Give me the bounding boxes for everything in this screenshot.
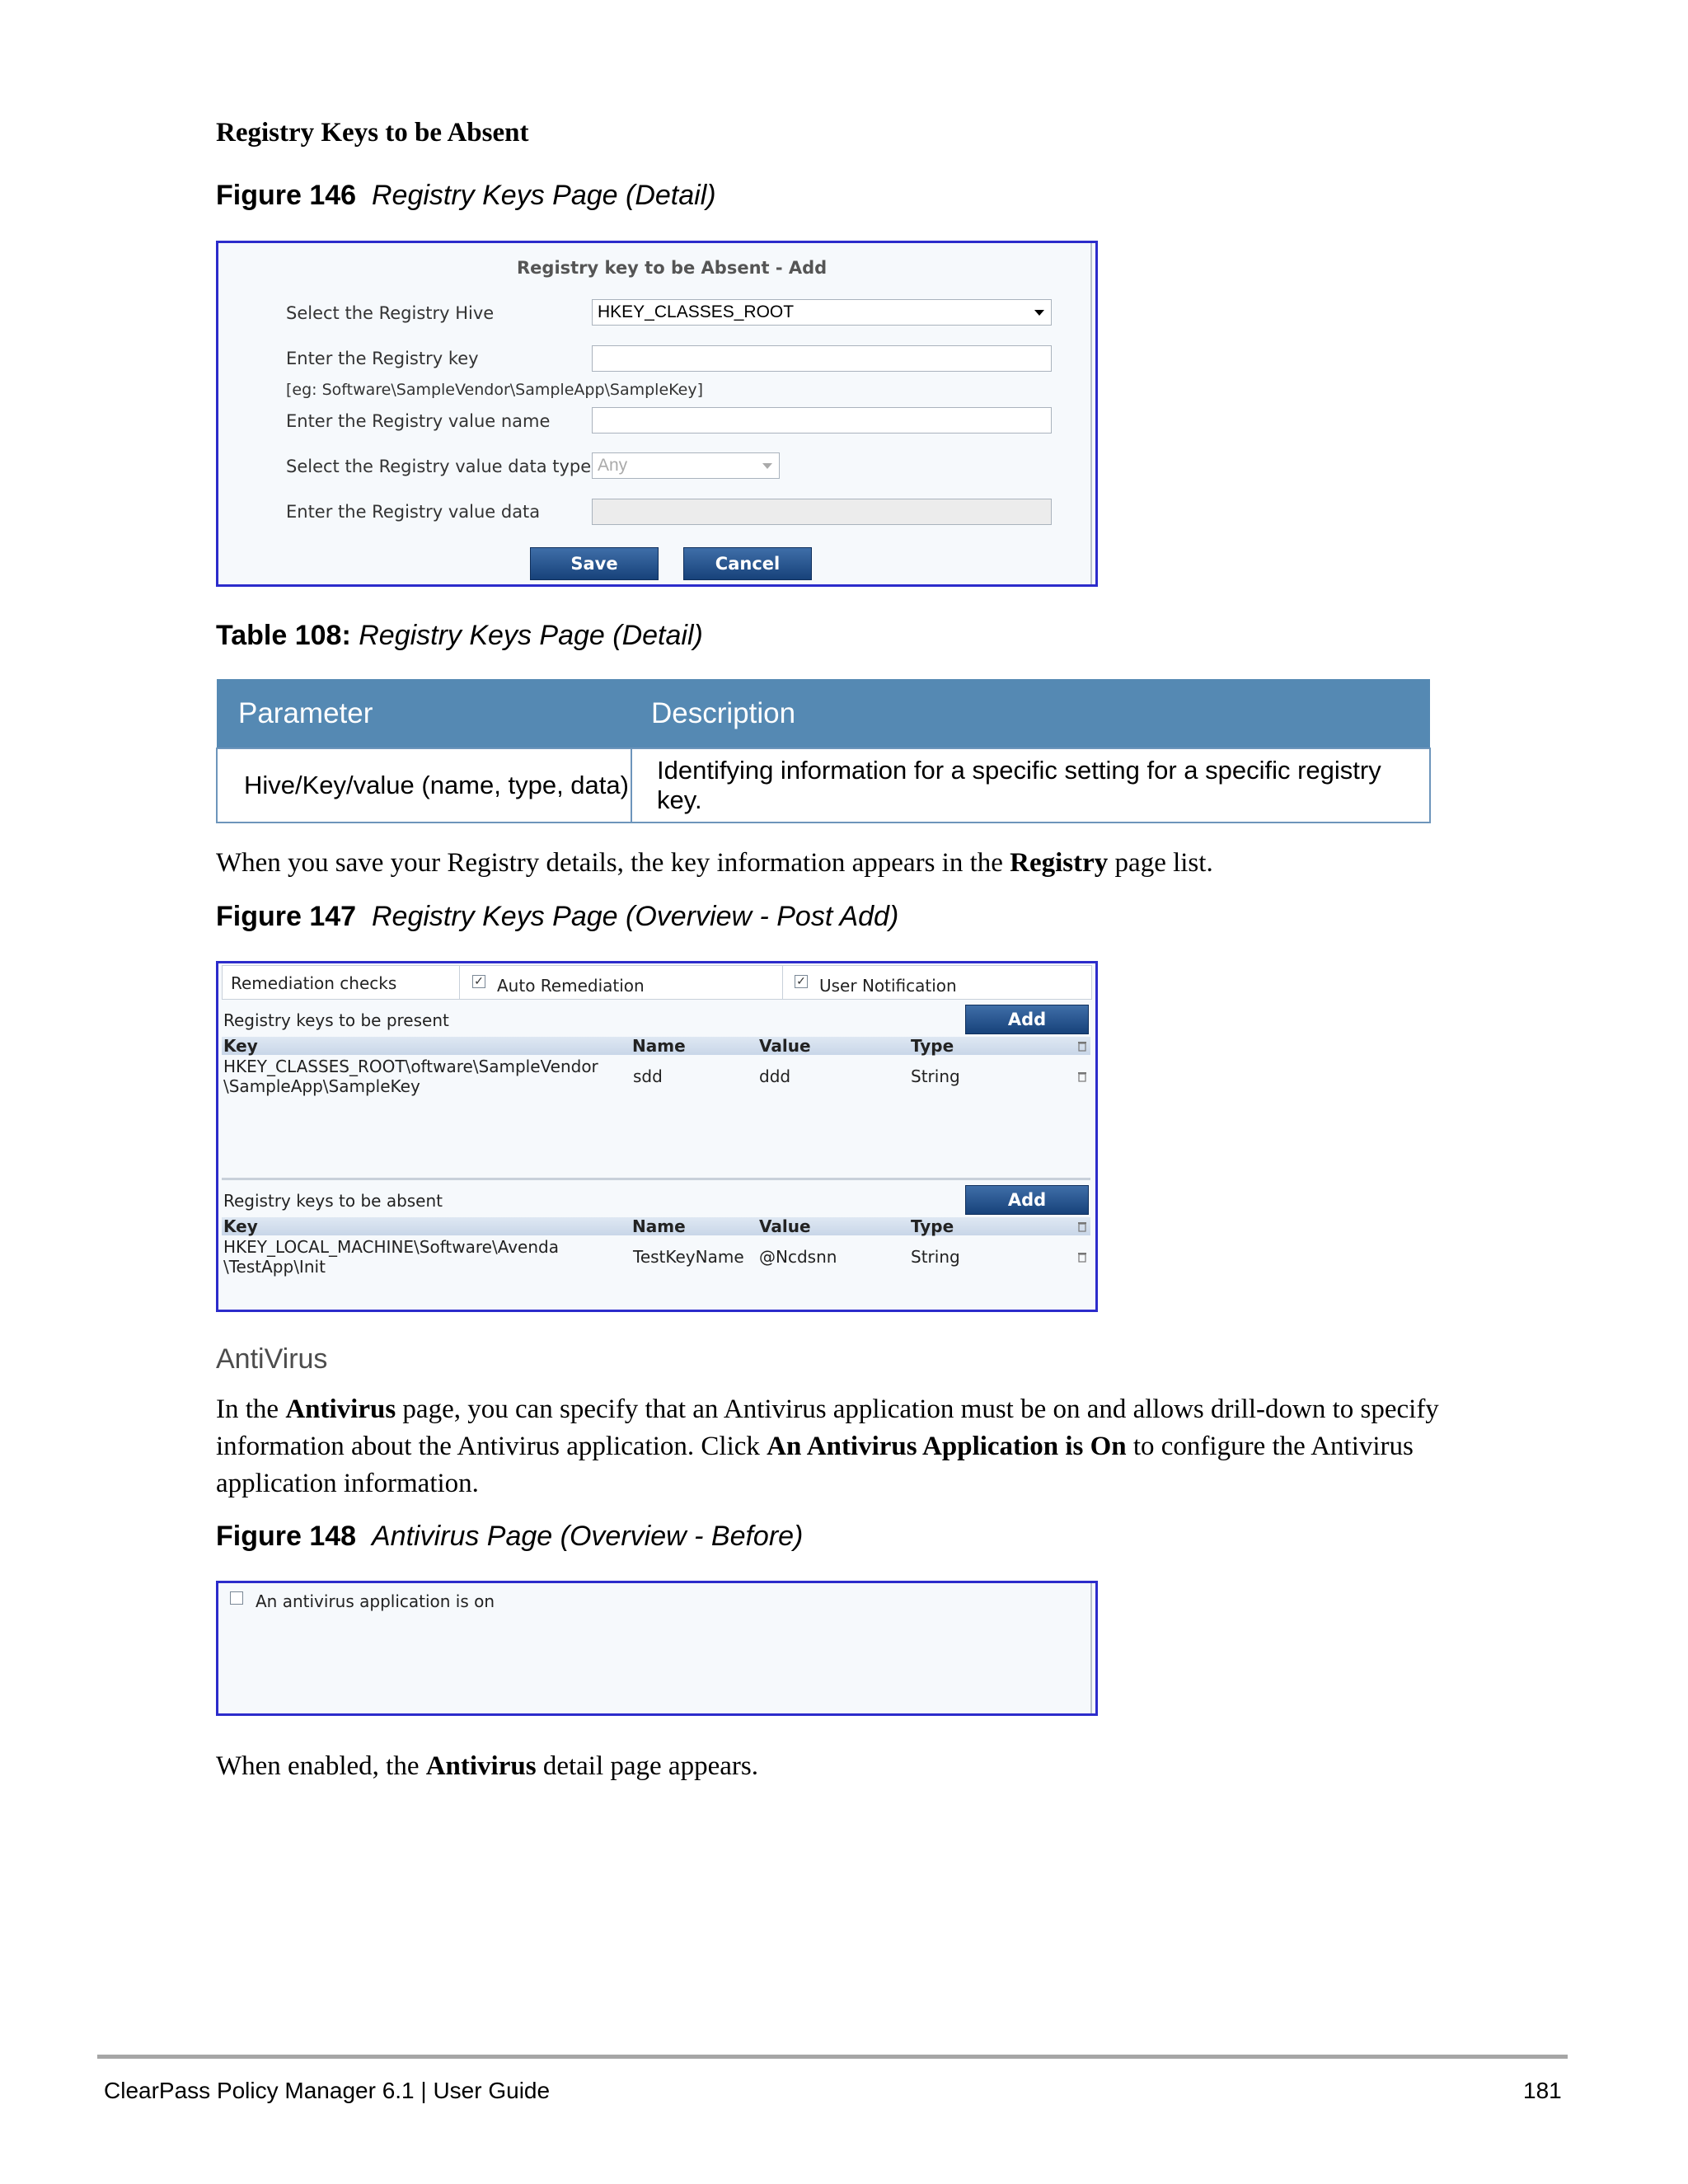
figure-label: Figure 146: [216, 180, 357, 211]
section-divider: [222, 1178, 1090, 1180]
column-header-value: Value: [759, 1216, 811, 1236]
text: to configure the Antivirus: [1126, 1432, 1414, 1461]
cancel-button[interactable]: Cancel: [683, 547, 812, 580]
absent-list-header: [222, 1217, 1090, 1235]
text: When enabled, the: [216, 1751, 426, 1781]
parameter-table: [216, 679, 1431, 823]
remediation-label: Remediation checks: [231, 973, 397, 993]
figure-title: Antivirus Page (Overview - Before): [371, 1521, 804, 1552]
present-section-title: Registry keys to be present: [223, 1010, 449, 1030]
paragraph-line: [216, 1428, 1502, 1465]
figure-147-caption: [216, 901, 898, 933]
add-absent-button[interactable]: Add: [965, 1185, 1089, 1215]
column-header-type: Type: [911, 1216, 954, 1236]
key-hint: [eg: Software\SampleVendor\SampleApp\SampleKey]: [286, 381, 704, 399]
add-present-button[interactable]: Add: [965, 1005, 1089, 1034]
trash-icon[interactable]: [1077, 1040, 1087, 1052]
paragraph-line: application information.: [216, 1469, 479, 1498]
trash-icon[interactable]: [1077, 1221, 1087, 1232]
column-header-key: Key: [223, 1036, 258, 1056]
present-key-line1: HKEY_CLASSES_ROOT\oftware\SampleVendor: [223, 1057, 598, 1076]
text: page, you can specify that an Antivirus application must be on and allows drill-down to specify: [396, 1394, 1439, 1424]
figure-148-caption: [216, 1521, 803, 1553]
text: When you save your Registry details, the key information appears in the: [216, 848, 1010, 878]
absent-name: TestKeyName: [633, 1247, 744, 1267]
registry-key-input[interactable]: [592, 345, 1052, 372]
user-notification-checkbox[interactable]: ✓: [795, 975, 808, 988]
paragraph-antivirus: [216, 1391, 1502, 1502]
registry-overview-panel: [216, 961, 1098, 1312]
absent-key-line1: HKEY_LOCAL_MACHINE\Software\Avenda: [223, 1237, 559, 1257]
page-number: 181: [1523, 2078, 1562, 2103]
data-type-label: Select the Registry value data type: [286, 457, 592, 476]
column-header-value: Value: [759, 1036, 811, 1056]
save-button[interactable]: Save: [530, 547, 659, 580]
divider: [782, 966, 783, 999]
chevron-down-icon: [1034, 310, 1044, 316]
auto-remediation-checkbox[interactable]: ✓: [472, 975, 485, 988]
table-header-cell: Description: [651, 696, 796, 729]
column-header-name: Name: [632, 1036, 686, 1056]
value-data-label: Enter the Registry value data: [286, 502, 541, 522]
table-cell: Hive/Key/value (name, type, data): [217, 748, 631, 823]
text: detail page appears.: [536, 1751, 758, 1781]
antivirus-heading: AntiVirus: [216, 1343, 328, 1375]
bold-text: An Antivirus Application is On: [767, 1432, 1127, 1461]
key-label: Enter the Registry key: [286, 349, 479, 368]
present-list-header: [222, 1037, 1090, 1055]
value-data-input[interactable]: [592, 499, 1052, 525]
present-key-line2: \SampleApp\SampleKey: [223, 1076, 420, 1096]
divider: [459, 966, 460, 999]
column-header-name: Name: [632, 1216, 686, 1236]
antivirus-on-checkbox[interactable]: [230, 1591, 243, 1605]
column-header-key: Key: [223, 1216, 258, 1236]
user-notification-label: User Notification: [819, 976, 957, 996]
figure-label: Figure 147: [216, 901, 357, 932]
paragraph-registry-save: [216, 845, 1213, 882]
table-label: Table 108:: [216, 620, 351, 651]
table-row: [217, 748, 1430, 823]
table-header-cell: Parameter: [238, 696, 373, 729]
absent-type: String: [911, 1247, 960, 1267]
footer-rule: [97, 2055, 1568, 2059]
chevron-down-icon: [762, 463, 772, 469]
data-type-select-value: Any: [598, 456, 628, 475]
absent-key-line2: \TestApp\Init: [223, 1257, 326, 1277]
figure-title: Registry Keys Page (Detail): [371, 180, 716, 211]
bold-text: Registry: [1010, 848, 1109, 878]
figure-146-caption: [216, 180, 716, 212]
trash-icon[interactable]: [1077, 1251, 1087, 1263]
trash-icon[interactable]: [1077, 1071, 1087, 1082]
absent-section-title: Registry keys to be absent: [223, 1191, 443, 1211]
value-name-input[interactable]: [592, 407, 1052, 434]
paragraph-enabled: [216, 1748, 758, 1785]
table-header-row: [217, 679, 1430, 748]
absent-value: @Ncdsnn: [759, 1247, 837, 1267]
figure-title: Registry Keys Page (Overview - Post Add): [371, 901, 899, 932]
hive-select-value: HKEY_CLASSES_ROOT: [598, 302, 795, 321]
present-name: sdd: [633, 1066, 663, 1086]
figure-label: Figure 148: [216, 1521, 357, 1552]
text: In the: [216, 1394, 286, 1424]
paragraph-line: [216, 1391, 1502, 1428]
antivirus-on-label: An antivirus application is on: [256, 1591, 495, 1611]
table-title: Registry Keys Page (Detail): [359, 620, 703, 651]
antivirus-overview-panel: [216, 1581, 1098, 1716]
value-name-label: Enter the Registry value name: [286, 411, 551, 431]
dialog-title: Registry key to be Absent - Add: [517, 258, 828, 278]
bold-text: Antivirus: [425, 1751, 537, 1781]
data-type-select[interactable]: [592, 452, 780, 479]
text: information about the Antivirus application. Click: [216, 1432, 767, 1461]
text: page list.: [1108, 848, 1213, 878]
footer-title: ClearPass Policy Manager 6.1 | User Guide: [104, 2078, 551, 2103]
present-type: String: [911, 1066, 960, 1086]
present-value: ddd: [759, 1066, 791, 1086]
hive-select[interactable]: [592, 299, 1052, 326]
table-cell: Identifying information for a specific setting for a specific registry key.: [631, 748, 1430, 823]
bold-text: Antivirus: [285, 1394, 396, 1424]
section-heading: Registry Keys to be Absent: [216, 118, 529, 148]
registry-key-add-dialog: [216, 241, 1098, 587]
auto-remediation-label: Auto Remediation: [497, 976, 645, 996]
table-108-caption: [216, 620, 703, 652]
column-header-type: Type: [911, 1036, 954, 1056]
hive-label: Select the Registry Hive: [286, 303, 495, 323]
